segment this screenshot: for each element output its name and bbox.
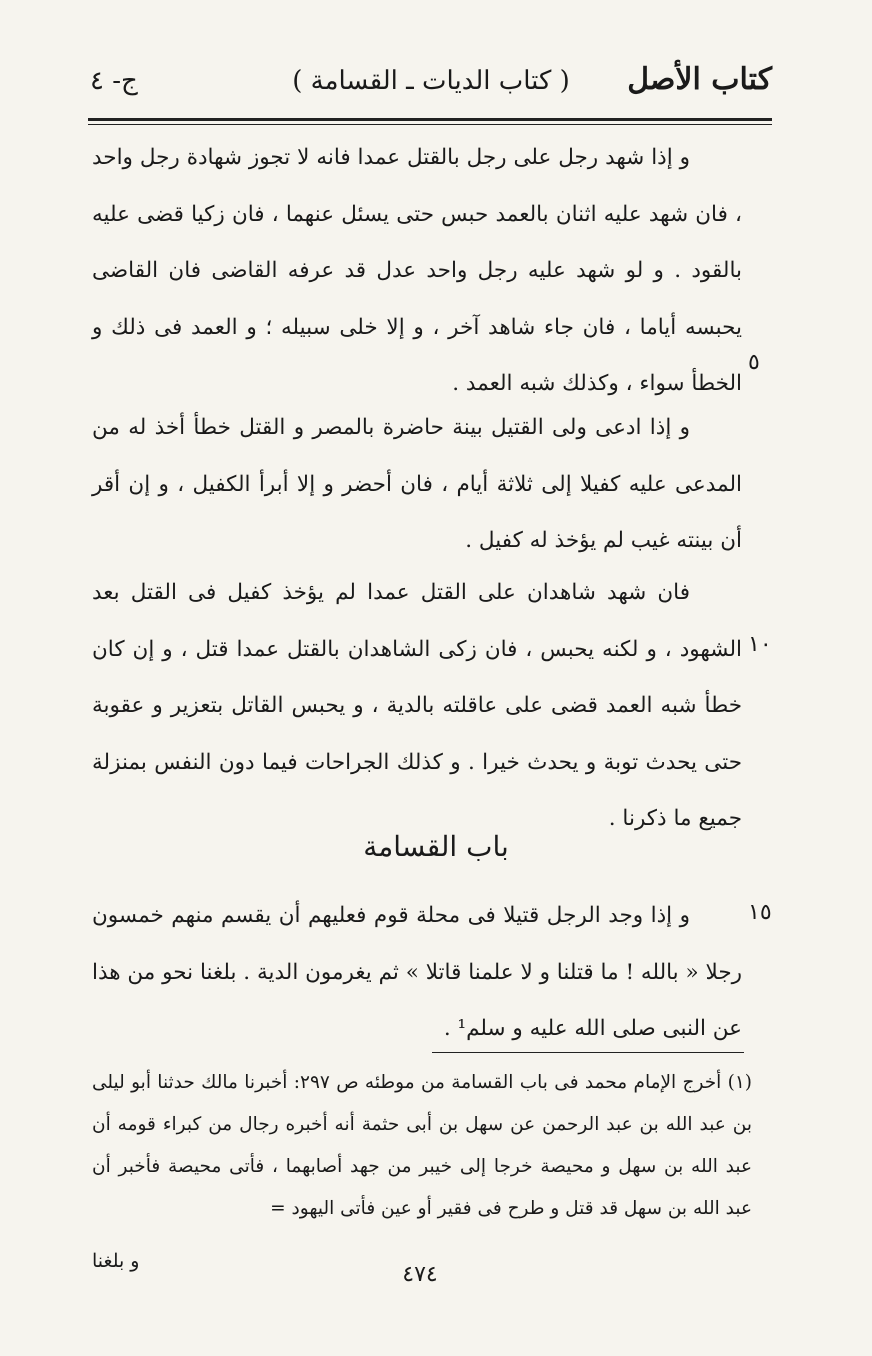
book-title: كتاب الأصل [627,62,772,97]
paragraph-text: فان شهد شاهدان على القتل عمدا لم يؤخذ كفيل فى القتل بعد الشهود ، و لكنه يحبس ، فان زكى الشاهدان بالقتل عمدا قتل ، و إن كان خطأ شبه العمد قضى على عاقلته بالدية ، و يحبس القاتل بتعزير و عقوبة حتى يحدث توبة و يحدث خيرا . و كذلك الجراحات فيما دون النفس بمنزلة جميع ما ذكرنا . [92,580,742,831]
section-heading: باب القسامة [363,830,509,863]
paragraph-3 [92,565,742,848]
paragraph-1 [92,130,742,413]
paragraph-text: و إذا شهد رجل على رجل بالقتل عمدا فانه لا تجوز شهادة رجل واحد ، فان شهد عليه اثنان بالعمد حبس حتى يسئل عنهما ، فان زكيا قضى عليه بالقود . و لو شهد عليه رجل واحد عدل قد عرفه القاضى فان القاضى يحبسه أياما ، فان جاء شاهد آخر ، و إلا خلى سبيله ؛ و العمد فى ذلك و الخطأ سواء ، وكذلك شبه العمد . [92,145,742,396]
paragraph-text: و إذا ادعى ولى القتيل بينة حاضرة بالمصر و القتل خطأ أخذ له من المدعى عليه كفيلا إلى ثلاثة أيام ، فان أحضر و إلا أبرأ الكفيل ، و إن أقر أن بينته غيب لم يؤخذ له كفيل . [92,415,742,553]
header-rule-thin [88,124,772,125]
line-number-10: ١٠ [748,632,772,657]
line-number-5: ٥ [748,350,760,375]
page-number: ٤٧٤ [402,1262,438,1287]
footnote: (١) أخرج الإمام محمد فى باب القسامة من موطئه ص ٢٩٧: أخبرنا مالك حدثنا أبو ليلى بن عبد الله بن عبد الرحمن عن سهل بن أبى حثمة أنه أخبره رجال من كبراء قومه أن عبد الله بن سهل و محيصة خرجا إلى خيبر من جهد أصابهما ، فأتى محيصة فأخبر أن عبد الله بن سهل قد قتل و طرح فى فقير أو عين فأتى اليهود = [92,1072,752,1219]
line-number-15: ١٥ [748,900,772,925]
running-header [90,62,772,112]
footnote-rule [432,1052,744,1053]
paragraph-qasama [92,888,742,1058]
header-rule-thick [88,118,772,121]
paragraph-2 [92,400,742,570]
volume-number: ج- ٤ [90,66,138,96]
chapter-title: ( كتاب الديات ـ القسامة ) [292,66,570,96]
paragraph-text: و إذا وجد الرجل قتيلا فى محلة قوم فعليهم أن يقسم منهم خمسون رجلا « بالله ! ما قتلنا و لا علمنا قاتلا » ثم يغرمون الدية . بلغنا نحو من هذا عن النبى صلى الله عليه و سلم¹ . [92,903,742,1041]
catchword: و بلغنا [92,1250,140,1272]
